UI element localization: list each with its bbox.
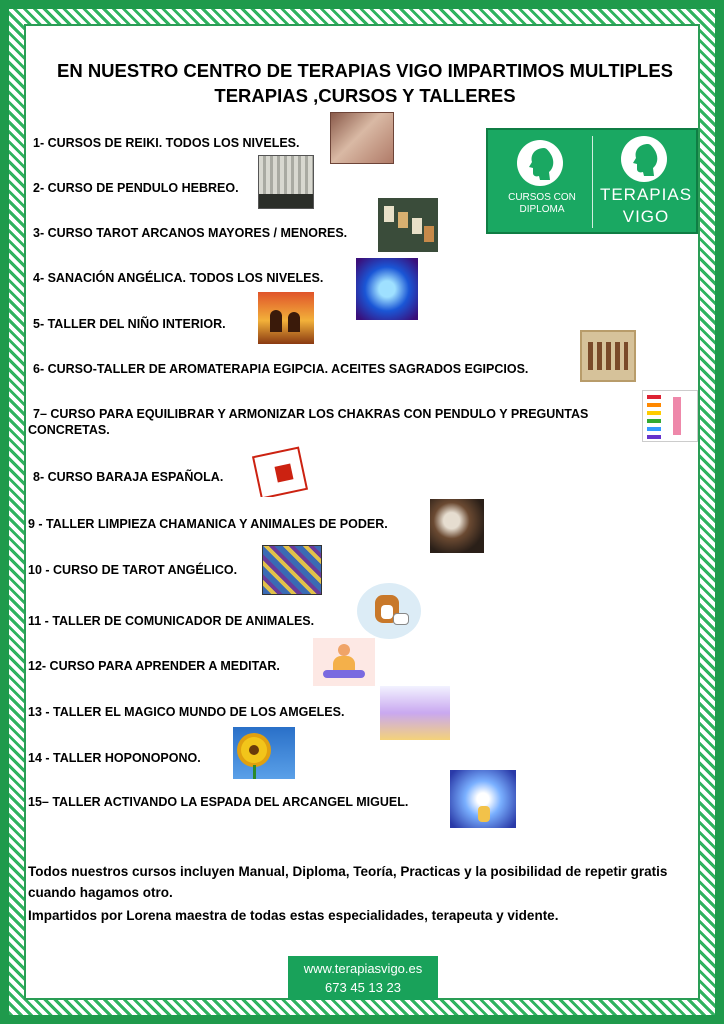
angel-light-photo [356,258,418,320]
course-item-6: 6- CURSO-TALLER DE AROMATERAPIA EGIPCIA. ACEITES SAGRADOS EGIPCIOS. [33,362,529,376]
logo-left-line-2: DIPLOMA [519,204,565,215]
archangel-photo [450,770,516,828]
angels-photo [380,686,450,740]
phone-number[interactable]: 673 45 13 23 [325,980,401,995]
woman-profile-icon [517,140,563,186]
contact-box [288,956,438,1000]
egyptian-papyrus-photo [580,330,636,382]
reiki-hands-photo [330,112,394,164]
course-item-8: 8- CURSO BARAJA ESPAÑOLA. [33,470,224,484]
course-item-3: 3- CURSO TAROT ARCANOS MAYORES / MENORES. [33,226,348,240]
terapias-vigo-logo [486,128,698,234]
title-line-1: EN NUESTRO CENTRO DE TERAPIAS VIGO IMPARTIMOS MULTIPLES [56,60,673,81]
sunflower-photo [233,727,295,779]
logo-divider [592,136,593,228]
angel-tarot-photo [262,545,322,595]
course-item-11: 11 - TALLER DE COMUNICADOR DE ANIMALES. [28,614,315,628]
logo-left-line-1: CURSOS CON [508,192,576,203]
courses-include-text: Todos nuestros cursos incluyen Manual, Diploma, Teoría, Practicas y la posibilidad de repetir gratis cuando hagamos otro. [28,864,668,900]
course-item-5: 5- TALLER DEL NIÑO INTERIOR. [33,317,226,331]
title-line-2: TERAPIAS ,CURSOS Y TALLERES [214,85,516,106]
spanish-deck-photo [248,445,312,497]
chakra-chart-photo [642,390,698,442]
logo-right-line-2: VIGO [622,207,670,226]
logo-right-line-1: TERAPIAS [599,185,693,204]
pendulum-photo [258,155,314,209]
course-item-12: 12- CURSO PARA APRENDER A MEDITAR. [28,659,280,673]
tarot-cards-photo [378,198,438,252]
eagle-photo [430,499,484,553]
logo-right-text [596,184,696,228]
course-item-15: 15– TALLER ACTIVANDO LA ESPADA DEL ARCANGEL MIGUEL. [28,795,409,809]
course-item-1: 1- CURSOS DE REIKI. TODOS LOS NIVELES. [33,136,300,150]
meditation-icon [313,638,375,686]
course-item-13: 13 - TALLER EL MAGICO MUNDO DE LOS AMGELES. [28,705,345,719]
child-sunset-photo [258,292,314,344]
course-item-14: 14 - TALLER HOPONOPONO. [28,751,201,765]
course-item-9: 9 - TALLER LIMPIEZA CHAMANICA Y ANIMALES DE PODER. [28,517,388,531]
dog-chat-icon [357,583,421,639]
course-item-7: 7– CURSO PARA EQUILIBRAR Y ARMONIZAR LOS CHAKRAS CON PENDULO Y PREGUNTAS CONCRETAS. [28,407,589,437]
page-title [30,58,700,108]
website-link[interactable]: www.terapiasvigo.es [303,961,423,976]
course-item-4: 4- SANACIÓN ANGÉLICA. TODOS LOS NIVELES. [33,271,324,285]
course-item-10: 10 - CURSO DE TAROT ANGÉLICO. [28,563,238,577]
taught-by-text: Impartidos por Lorena maestra de todas estas especialidades, terapeuta y vidente. [28,908,559,923]
course-item-2: 2- CURSO DE PENDULO HEBREO. [33,181,239,195]
woman-profile-icon-2 [621,136,667,182]
logo-left-text [496,192,588,216]
